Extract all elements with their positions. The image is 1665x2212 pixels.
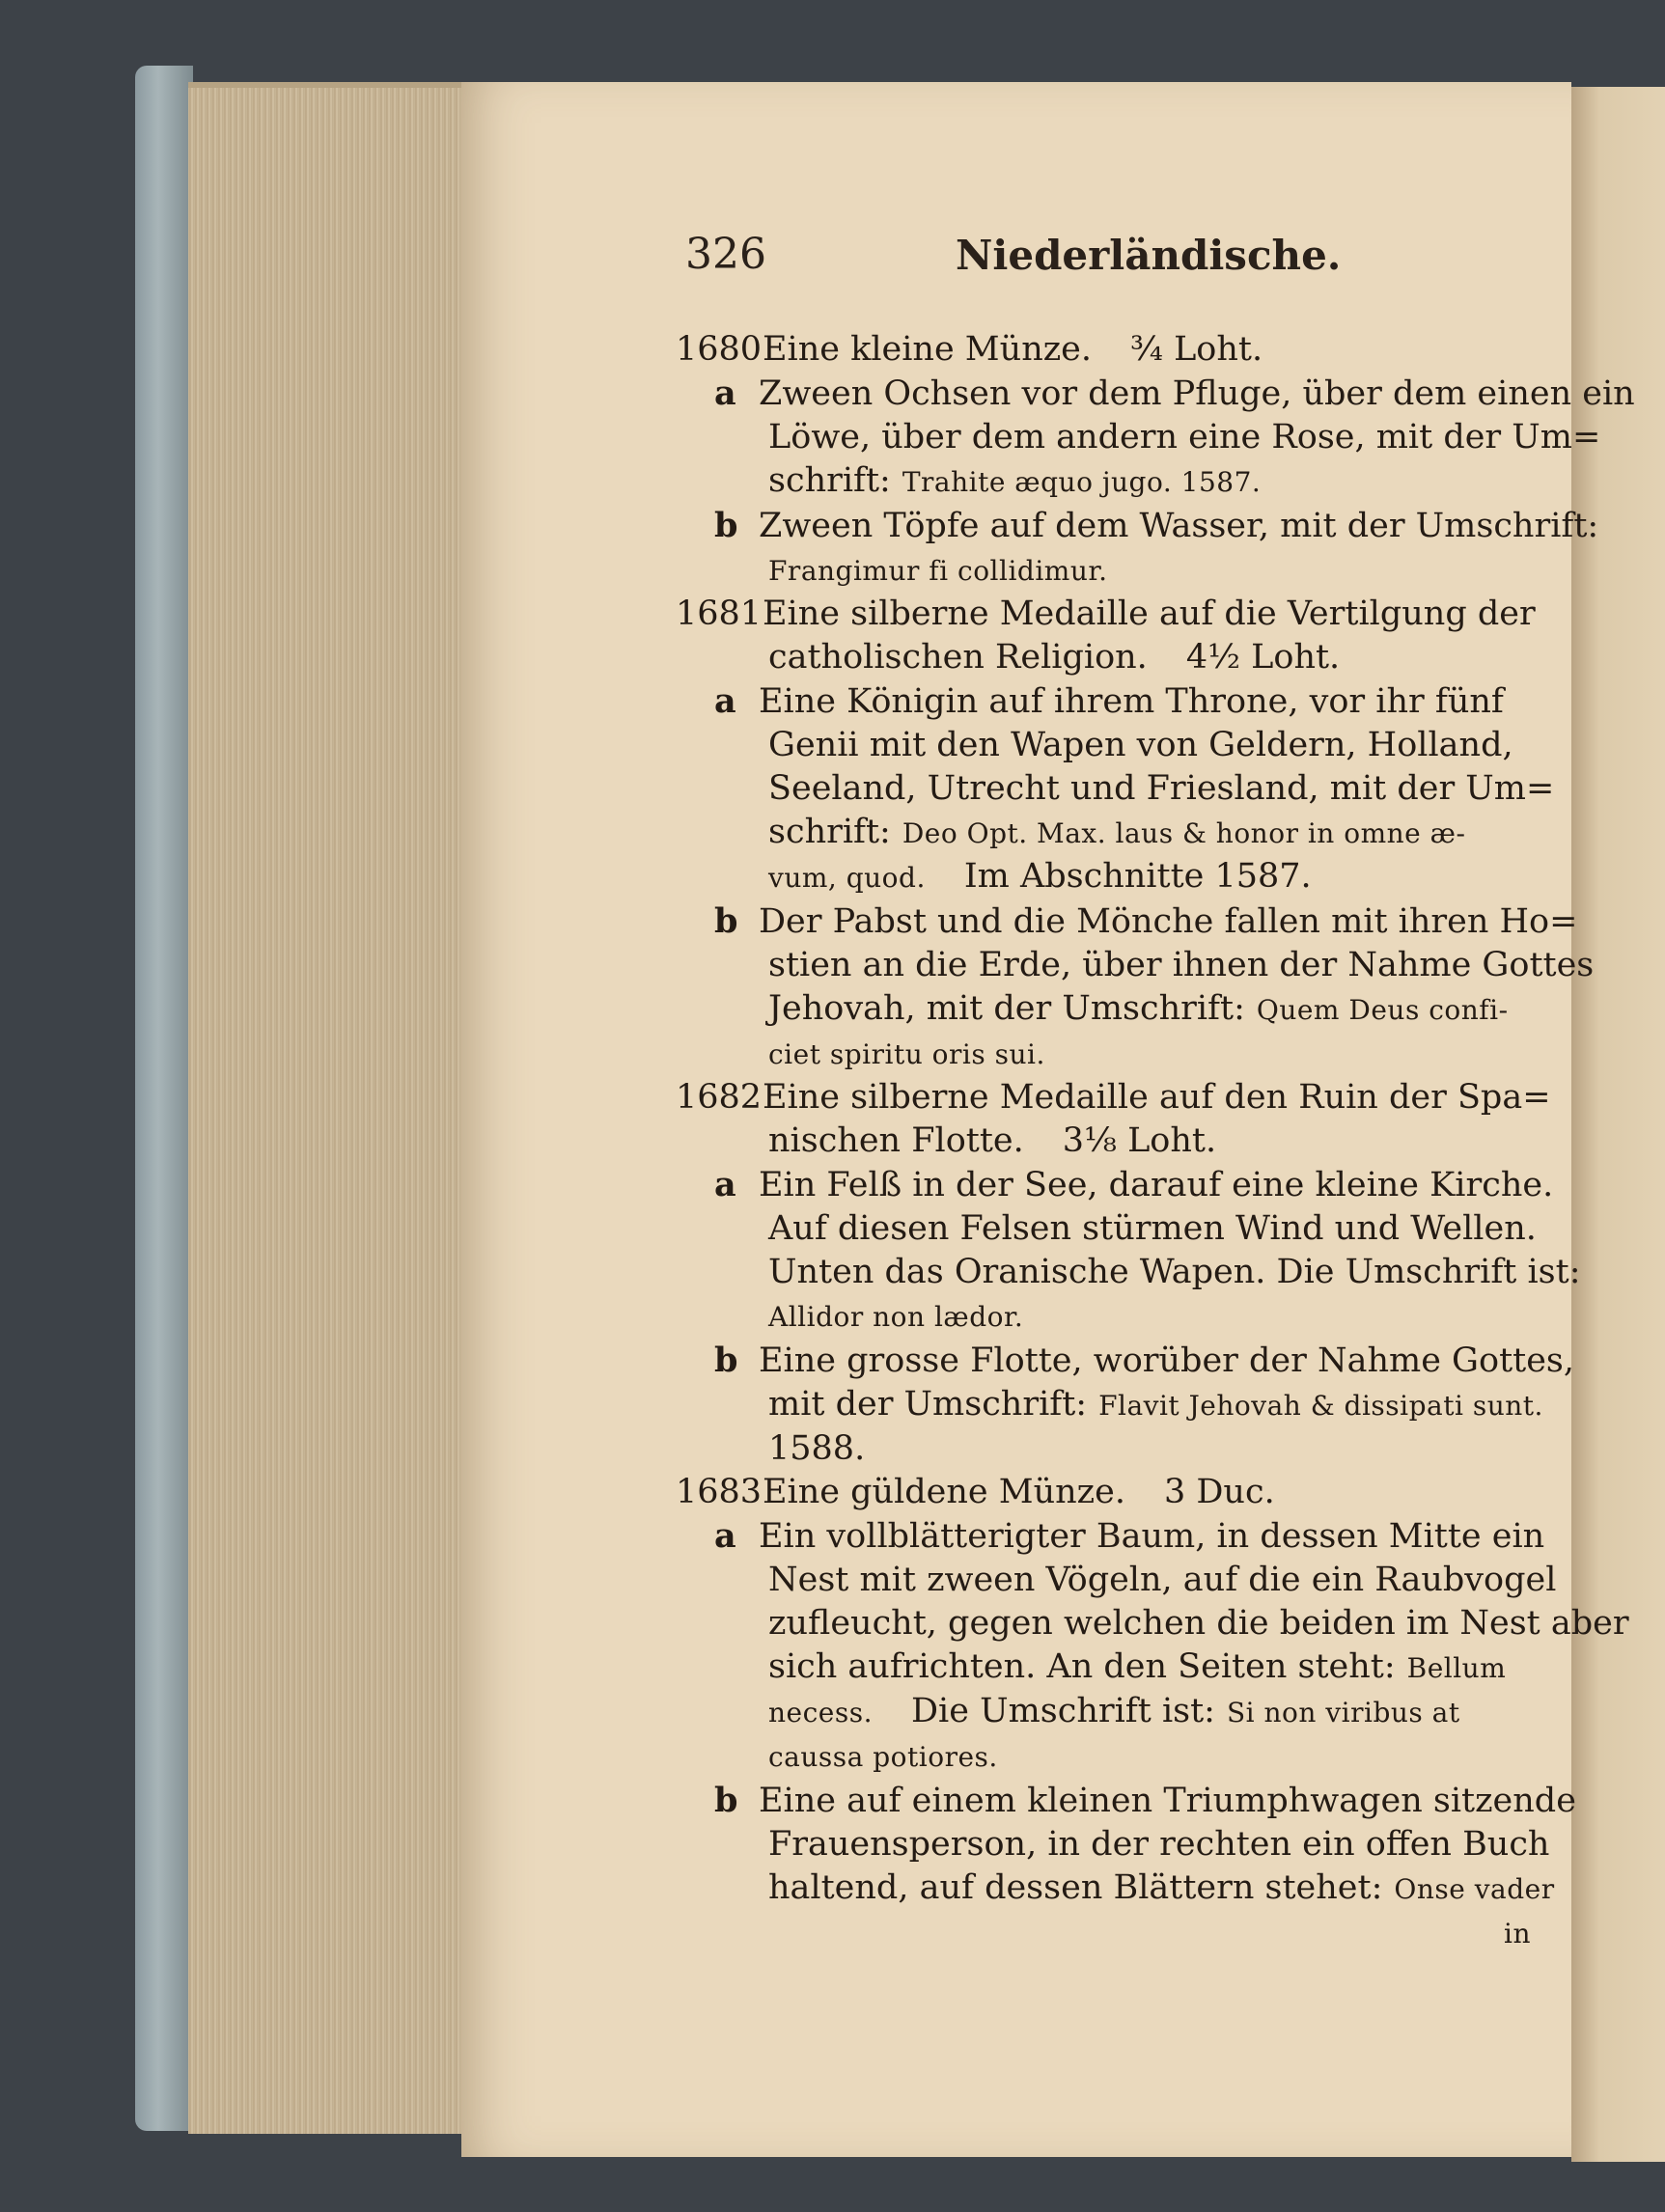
entry-1683 [676, 1471, 1629, 1955]
text-line [676, 1690, 1544, 1734]
side-description: Der Pabst und die Mönche fallen mit ihren Ho= [759, 902, 1578, 941]
text-line [676, 1779, 1576, 1823]
text-line [676, 504, 1599, 548]
text-line [676, 899, 1578, 944]
latin-inscription: Trahite æquo jugo. 1587. [902, 466, 1262, 498]
text-line [676, 1866, 1555, 1911]
text-line [676, 1514, 1544, 1559]
text-line [676, 724, 1544, 767]
side-marker: a [714, 373, 736, 413]
latin-inscription: necess. [768, 1697, 873, 1728]
text-line [676, 1427, 1544, 1471]
text-fragment: Löwe, über dem andern eine Rose, mit der Um= [768, 418, 1601, 456]
text-fragment: sich aufrichten. An den Seiten steht: [768, 1647, 1396, 1686]
side-description: Eine grosse Flotte, worüber der Nahme Gottes, [759, 1341, 1575, 1380]
latin-inscription: Flavit Jehovah & dissipati sunt. [1098, 1390, 1543, 1422]
side-marker: a [714, 1516, 736, 1556]
side-marker: a [714, 681, 736, 721]
side-description: Zween Töpfe auf dem Wasser, mit der Umschrift: [759, 507, 1599, 545]
text-line [676, 855, 1544, 899]
latin-inscription: caussa potiores. [768, 1741, 998, 1773]
text-line [676, 372, 1635, 416]
text-fragment: schrift: [768, 461, 891, 500]
text-line [676, 1734, 1544, 1779]
text-line [676, 944, 1595, 987]
text-line [676, 1471, 1544, 1514]
text-line [676, 767, 1555, 811]
entry-heading: Eine silberne Medaille auf die Vertilgung der [763, 594, 1536, 633]
text-fragment: Frauensperson, in der rechten ein offen Buch [768, 1825, 1550, 1864]
side-description: Ein vollblätterigter Baum, in dessen Mitte ein [759, 1517, 1545, 1556]
entry-year: 1681 [676, 594, 763, 633]
text-line [676, 987, 1544, 1032]
side-description: Ein Felß in der See, darauf eine kleine Kirche. [759, 1166, 1554, 1204]
side-description: Eine Königin auf ihrem Throne, vor ihr fünf [759, 682, 1504, 721]
text-line [676, 811, 1544, 855]
text-line [676, 459, 1544, 504]
text-line [676, 416, 1601, 459]
text-line [676, 1251, 1581, 1294]
latin-inscription: vum, quod. [768, 862, 926, 894]
side-marker: b [714, 1341, 738, 1380]
text-line [676, 636, 1544, 679]
entry-weight: 4½ Loht. [1185, 638, 1341, 677]
page-number: 326 [685, 230, 766, 279]
text-line [676, 1120, 1544, 1163]
text-fragment: Unten das Oranische Wapen. Die Umschrift ist: [768, 1253, 1581, 1291]
entry-weight: 3 Duc. [1163, 1473, 1275, 1511]
entry-heading: Eine güldene Münze. [763, 1473, 1125, 1511]
text-line [676, 1559, 1557, 1602]
text-line [676, 679, 1544, 724]
text-fragment: Jehovah, mit der Umschrift: [768, 989, 1245, 1028]
text-line [676, 548, 1544, 593]
text-fragment: nischen Flotte. [768, 1121, 1024, 1160]
side-marker: b [714, 1781, 738, 1820]
text-line [676, 1207, 1544, 1251]
text-line [676, 1163, 1554, 1207]
entry-year: 1680 [676, 330, 763, 369]
text-line [676, 1602, 1629, 1645]
entry-year: 1683 [676, 1473, 763, 1511]
text-line [676, 1339, 1575, 1383]
latin-inscription: Onse vader [1394, 1873, 1555, 1905]
side-marker: b [714, 506, 738, 545]
text-line [676, 1294, 1544, 1339]
text-fragment: stien an die Erde, über ihnen der Nahme Gottes [768, 946, 1595, 984]
latin-inscription: Bellum [1406, 1652, 1507, 1684]
entry-weight: 3⅛ Loht. [1062, 1121, 1217, 1160]
page-stack-edge [188, 82, 468, 2134]
text-line [676, 593, 1544, 636]
text-fragment: haltend, auf dessen Blättern stehet: [768, 1868, 1383, 1907]
text-fragment: zufleucht, gegen welchen die beiden im Nest aber [768, 1604, 1629, 1643]
text-fragment: mit der Umschrift: [768, 1385, 1088, 1424]
side-description: Zween Ochsen vor dem Pfluge, über dem einen ein [759, 374, 1635, 413]
text-line [676, 1076, 1551, 1120]
text-fragment: catholischen Religion. [768, 638, 1148, 677]
text-fragment: Im Abschnitte 1587. [963, 857, 1312, 896]
text-line [676, 1823, 1550, 1866]
page-header [685, 230, 1342, 288]
text-line [676, 328, 1544, 372]
latin-inscription: ciet spiritu oris sui. [768, 1038, 1045, 1070]
text-fragment: Auf diesen Felsen stürmen Wind und Wellen. [768, 1209, 1537, 1248]
latin-inscription: Allidor non lædor. [768, 1301, 1024, 1333]
latin-inscription: Si non viribus at [1226, 1697, 1460, 1728]
page-body [676, 328, 1635, 1955]
latin-inscription: in [1504, 1918, 1531, 1949]
entry-heading: Eine silberne Medaille auf den Ruin der Spa= [763, 1078, 1551, 1117]
book-cover-edge [135, 66, 193, 2131]
latin-inscription: Quem Deus confi- [1256, 994, 1509, 1026]
text-fragment: Die Umschrift ist: [911, 1692, 1215, 1730]
entry-1681 [676, 593, 1595, 1076]
side-marker: a [714, 1165, 736, 1204]
latin-inscription: Frangimur fi collidimur. [768, 555, 1108, 587]
side-marker: b [714, 901, 738, 941]
latin-inscription: Deo Opt. Max. laus & honor in omne æ- [902, 817, 1466, 849]
entry-1680 [676, 328, 1635, 593]
text-line [676, 1032, 1544, 1076]
entry-1682 [676, 1076, 1581, 1471]
text-fragment: schrift: [768, 813, 891, 851]
text-line [676, 1645, 1544, 1690]
text-fragment: Seeland, Utrecht und Friesland, mit der Um= [768, 769, 1555, 808]
text-line [676, 1383, 1544, 1427]
entry-heading: Eine kleine Münze. [763, 330, 1093, 369]
entry-weight: ¾ Loht. [1130, 330, 1263, 369]
running-head: Niederländische. [956, 232, 1342, 279]
text-line [676, 1911, 1531, 1955]
side-description: Eine auf einem kleinen Triumphwagen sitzende [759, 1782, 1576, 1820]
text-fragment: Nest mit zween Vögeln, auf die ein Raubvogel [768, 1561, 1557, 1599]
text-fragment: Genii mit den Wapen von Geldern, Holland, [768, 726, 1513, 764]
text-fragment: 1588. [768, 1429, 866, 1468]
entry-year: 1682 [676, 1078, 763, 1117]
